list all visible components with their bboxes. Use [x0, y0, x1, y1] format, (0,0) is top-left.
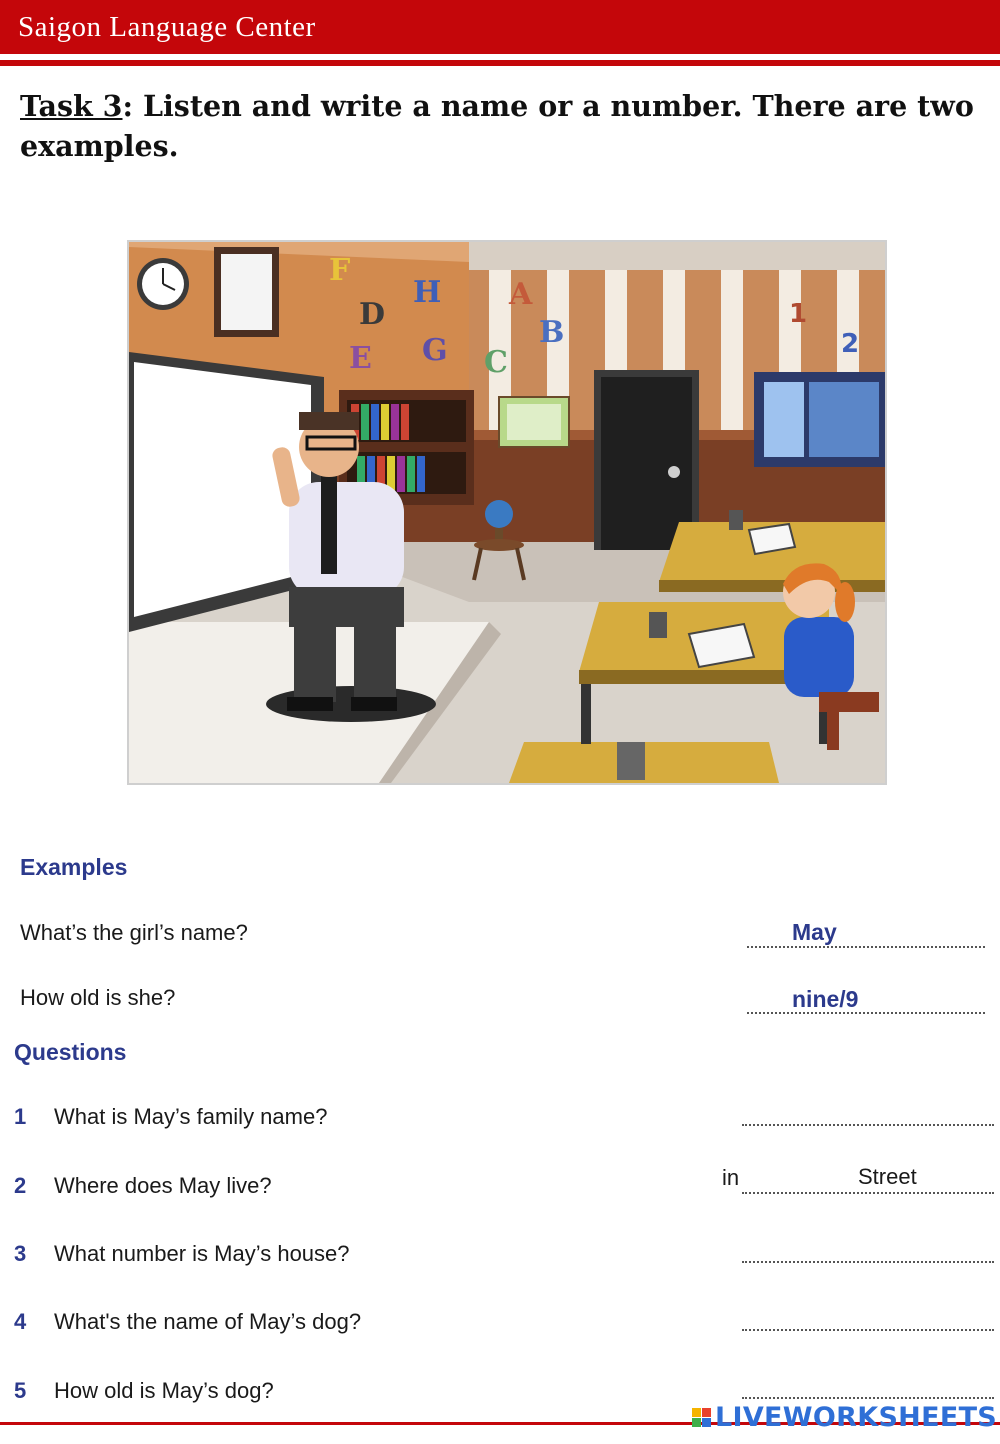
question-number: 5: [14, 1378, 27, 1403]
question-text: What's the name of May’s dog?: [54, 1309, 362, 1334]
question-text: Where does May live?: [54, 1173, 272, 1198]
question-number: 3: [14, 1241, 27, 1266]
header-bar: [0, 0, 1000, 54]
example-answer: nine/9: [792, 986, 859, 1012]
liveworksheets-logo-icon: [692, 1408, 711, 1427]
svg-text:E: E: [349, 341, 372, 376]
svg-text:H: H: [413, 275, 442, 310]
question-number: 1: [14, 1104, 27, 1129]
example-question: What’s the girl’s name?: [20, 920, 248, 945]
svg-text:F: F: [329, 253, 351, 288]
answer-suffix: Street: [858, 1164, 917, 1189]
task-label: Task 3: [20, 89, 123, 123]
question-number: 2: [14, 1173, 27, 1198]
task-instruction: : Listen and write a name or a number. There are two examples.: [20, 89, 974, 163]
svg-text:B: B: [539, 315, 565, 350]
answer-field[interactable]: [742, 1397, 994, 1399]
examples-title: Examples: [20, 854, 128, 880]
task-heading: [20, 86, 995, 166]
svg-text:G: G: [422, 333, 448, 368]
header-divider: [0, 60, 1000, 66]
svg-text:2: 2: [841, 329, 860, 359]
answer-field[interactable]: [742, 1329, 994, 1331]
svg-text:A: A: [509, 277, 533, 312]
center-name: Saigon Language Center: [18, 11, 316, 43]
example-answer: May: [792, 919, 837, 945]
watermark-text: LIVEWORKSHEETS: [715, 1402, 998, 1433]
answer-field[interactable]: [742, 1192, 994, 1194]
svg-text:1: 1: [789, 299, 808, 329]
example-question: How old is she?: [20, 985, 176, 1010]
answer-prefix: in: [722, 1165, 740, 1190]
question-text: What number is May’s house?: [54, 1241, 350, 1266]
classroom-illustration: [127, 240, 887, 785]
question-text: How old is May’s dog?: [54, 1378, 274, 1403]
questions-title: Questions: [14, 1039, 127, 1065]
question-text: What is May’s family name?: [54, 1104, 328, 1129]
answer-field[interactable]: [742, 1124, 994, 1126]
example-answer-line: [747, 1012, 985, 1014]
svg-text:D: D: [359, 297, 386, 332]
question-number: 4: [14, 1309, 27, 1334]
liveworksheets-watermark: [692, 1404, 997, 1431]
example-answer-line: [747, 946, 985, 948]
svg-text:C: C: [484, 345, 508, 380]
answer-field[interactable]: [742, 1261, 994, 1263]
